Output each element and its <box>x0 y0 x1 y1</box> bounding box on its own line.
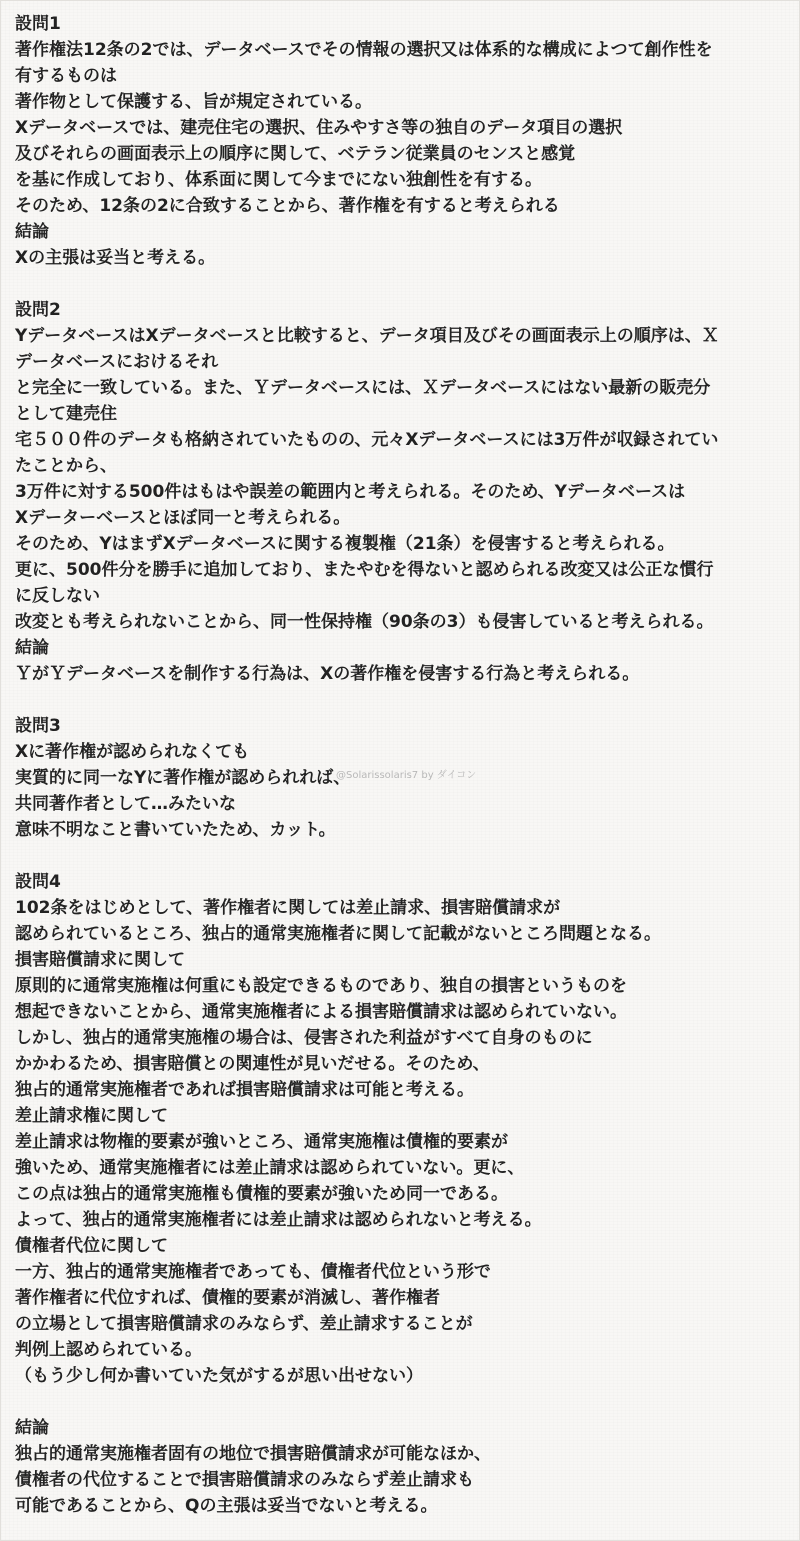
text-line: 更に、500件分を勝手に追加しており、またやむを得ないと認められる改変又は公正な慣行 <box>15 560 714 580</box>
text-line: 判例上認められている。 <box>15 1340 202 1360</box>
text-line: 独占的通常実施権者固有の地位で損害賠償請求が可能なほか、 <box>15 1444 491 1464</box>
text-line: この点は独占的通常実施権も債権的要素が強いため同一である。 <box>15 1184 508 1204</box>
question-heading: 設問4 <box>15 872 61 892</box>
text-line: Xに著作権が認められなくても <box>15 742 250 762</box>
conclusion-heading: 結論 <box>15 638 49 658</box>
text-line: Xデータベースでは、建売住宅の選択、住みやすさ等の独自のデータ項目の選択 <box>15 118 623 138</box>
text-line: 差止請求は物権的要素が強いところ、通常実施権は債権的要素が <box>15 1132 508 1152</box>
text-line: 著作権法12条の2では、データベースでその情報の選択又は体系的な構成によつて創作性を <box>15 40 713 60</box>
text-line: しかし、独占的通常実施権の場合は、侵害された利益がすべて自身のものに <box>15 1028 593 1048</box>
text-line: Xデーターベースとほぼ同一と考えられる。 <box>15 508 351 528</box>
text-line: 改変とも考えられないことから、同一性保持権（90条の3）も侵害していると考えられる。 <box>15 612 714 632</box>
text-line: を基に作成しており、体系面に関して今までにない独創性を有する。 <box>15 170 542 190</box>
text-line: 実質的に同一なYに著作権が認められれば、 <box>15 768 351 788</box>
text-line: 及びそれらの画面表示上の順序に関して、ベテラン従業員のセンスと感覚 <box>15 144 576 164</box>
blank-line <box>15 271 791 297</box>
text-line: 著作権者に代位すれば、債権的要素が消滅し、著作権者 <box>15 1288 440 1308</box>
text-line: と完全に一致している。また、Ｙデータベースには、Ｘデータベースにはない最新の販売分 <box>15 378 711 398</box>
blank-line <box>15 843 791 869</box>
text-line: 原則的に通常実施権は何重にも設定できるものであり、独自の損害というものを <box>15 976 627 996</box>
text-line: 102条をはじめとして、著作権者に関しては差止請求、損害賠償請求が <box>15 898 561 918</box>
text-line: たことから、 <box>15 456 117 476</box>
text-line: 有するものは <box>15 66 117 86</box>
watermark-credit: @Solarissolaris7 by ダイコン <box>336 770 477 781</box>
text-line: 認められているところ、独占的通常実施権者に関して記載がないところ問題となる。 <box>15 924 661 944</box>
text-line: そのため、12条の2に合致することから、著作権を有すると考えられる <box>15 196 560 216</box>
text-line: 債権者の代位することで損害賠償請求のみならず差止請求も <box>15 1470 474 1490</box>
text-line: として建売住 <box>15 404 117 424</box>
text-line: の立場として損害賠償請求のみならず、差止請求することが <box>15 1314 473 1334</box>
text-line: 意味不明なこと書いていたため、カット。 <box>15 820 336 840</box>
text-line: 著作物として保護する、旨が規定されている。 <box>15 92 372 112</box>
blank-line <box>15 1389 791 1415</box>
text-line: そのため、YはまずXデータベースに関する複製権（21条）を侵害すると考えられる。 <box>15 534 675 554</box>
text-line: に反しない <box>15 586 100 606</box>
subheading: 債権者代位に関して <box>15 1236 168 1256</box>
question-heading: 設問1 <box>15 14 61 34</box>
text-line: データベースにおけるそれ <box>15 352 219 372</box>
text-line: ＹがＹデータベースを制作する行為は、Xの著作権を侵害する行為と考えられる。 <box>15 664 640 684</box>
text-line: 宅５００件のデータも格納されていたものの、元々Xデータベースには3万件が収録されてい <box>15 430 719 450</box>
text-line: 一方、独占的通常実施権者であっても、債権者代位という形で <box>15 1262 491 1282</box>
text-line: YデータベースはXデータベースと比較すると、データ項目及びその画面表示上の順序は、Ｘ <box>15 326 719 346</box>
subheading: 差止請求権に関して <box>15 1106 168 1126</box>
conclusion-heading: 結論 <box>15 1418 49 1438</box>
question-heading: 設問2 <box>15 300 61 320</box>
text-line: かかわるため、損害賠償との関連性が見いだせる。そのため、 <box>15 1054 490 1074</box>
blank-line <box>15 687 791 713</box>
text-line: 共同著作者として…みたいな <box>15 794 236 814</box>
text-line: 想起できないことから、通常実施権者による損害賠償請求は認められていない。 <box>15 1002 627 1022</box>
conclusion-heading: 結論 <box>15 222 49 242</box>
subheading: 損害賠償請求に関して <box>15 950 185 970</box>
text-line: （もう少し何か書いていた気がするが思い出せない） <box>15 1366 423 1386</box>
text-line: Xの主張は妥当と考える。 <box>15 248 216 268</box>
text-line: 強いため、通常実施権者には差止請求は認められていない。更に、 <box>15 1158 525 1178</box>
text-line: 独占的通常実施権者であれば損害賠償請求は可能と考える。 <box>15 1080 474 1100</box>
text-line: 3万件に対する500件はもはや誤差の範囲内と考えられる。そのため、Yデータベースは <box>15 482 686 502</box>
text-line: よって、独占的通常実施権者には差止請求は認められないと考える。 <box>15 1210 542 1230</box>
answer-text <box>15 11 791 1519</box>
text-line: 可能であることから、Qの主張は妥当でないと考える。 <box>15 1496 438 1516</box>
question-heading: 設問3 <box>15 716 61 736</box>
